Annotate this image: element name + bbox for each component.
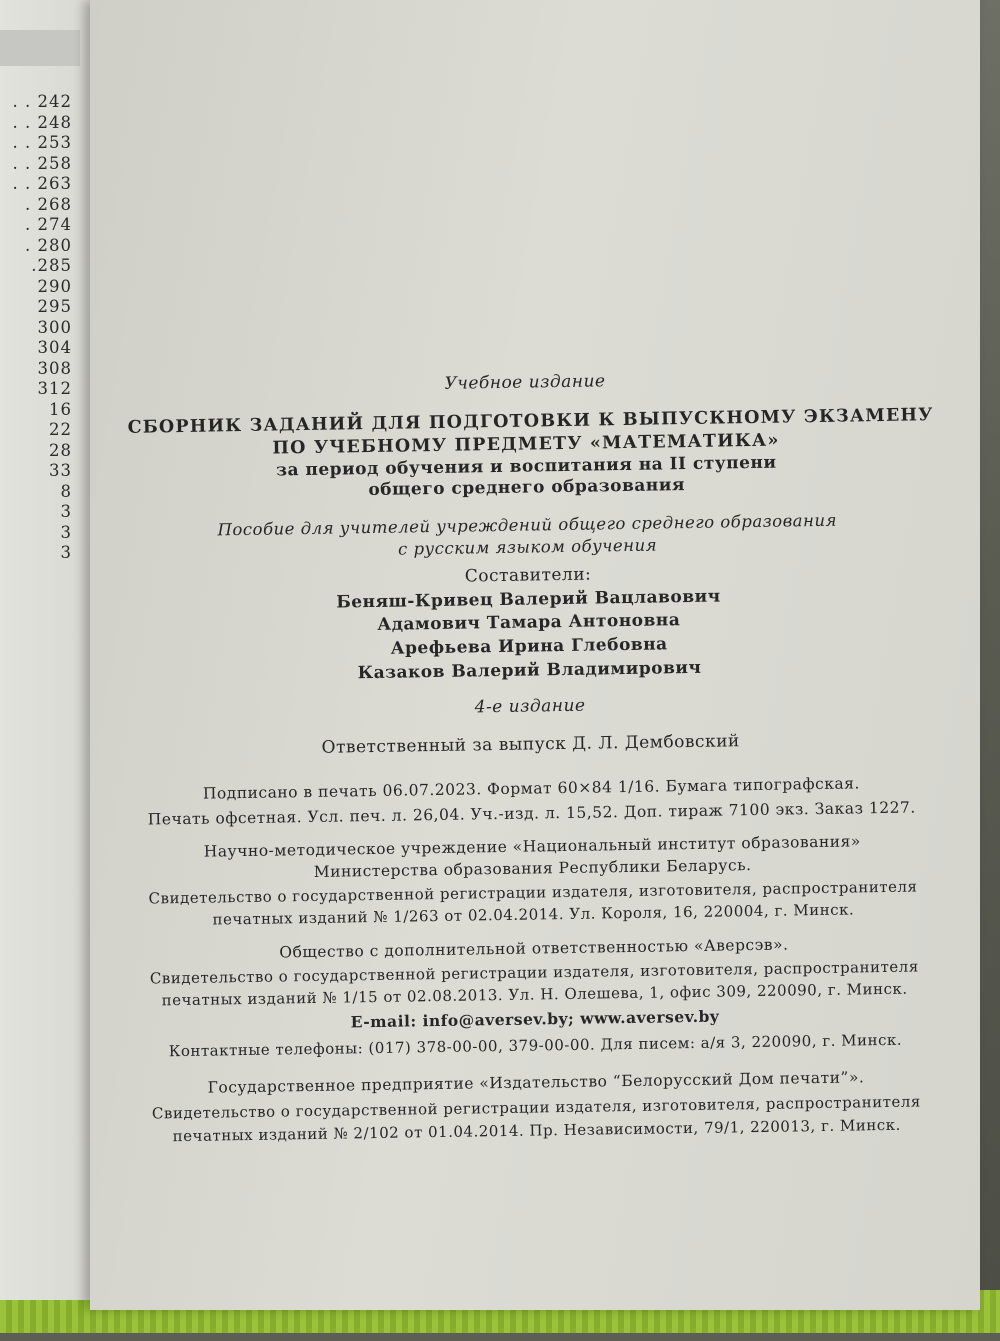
audience-line: с русским языком обучения [397, 535, 658, 559]
edition-number: 4-е издание [474, 695, 586, 718]
toc-page-number: 295 [37, 297, 72, 316]
toc-page-number: . . 253 [12, 133, 72, 152]
aversev-line: Свидетельство о государственной регистрации издателя, изготовителя, распространителя [149, 957, 919, 988]
toc-page-number: 3 [60, 502, 72, 521]
toc-page-number: . 268 [25, 194, 72, 214]
toc-page-number: 304 [37, 338, 72, 357]
print-info-line: Подписано в печать 06.07.2023. Формат 60×84 1/16. Бумага типографская. [202, 774, 861, 803]
compiler-name: Беняш-Кривец Валерий Вацлавович [336, 586, 721, 613]
institute-line: Научно-методическое учреждение «Национальный институт образования» [203, 832, 861, 861]
printing-house-line: Свидетельство о государственной регистрации издателя, изготовителя, распространителя [151, 1092, 921, 1123]
compiler-name: Адамович Тамара Антоновна [377, 610, 681, 635]
printing-house-line: Государственное предприятие «Издательство “Белорусский Дом печати”». [207, 1068, 865, 1097]
audience-line: Пособие для учителей учреждений общего среднего образования [217, 510, 838, 540]
toc-page-number: 16 [49, 399, 72, 419]
compilers-label: Составители: [464, 564, 592, 587]
toc-page-number: . 274 [25, 215, 72, 234]
edition-type: Учебное издание [444, 371, 606, 394]
toc-page-number: . . 242 [12, 92, 72, 111]
toc-page-number: 3 [60, 543, 72, 562]
compiler-name: Казаков Валерий Владимирович [357, 657, 702, 684]
toc-page-number: 8 [60, 481, 72, 501]
toc-page-number: 312 [37, 379, 72, 398]
institute-line: печатных изданий № 1/263 от 02.04.2014. Ул. Короля, 16, 220004, г. Минск. [212, 900, 855, 929]
aversev-line: печатных изданий № 1/15 от 02.08.2013. Ул. Н. Олешева, 1, офис 309, 220090, г. Минск. [161, 979, 908, 1010]
toc-page-number: 300 [37, 317, 72, 337]
aversev-contact-line: E-mail: info@aversev.by; www.aversev.by [350, 1006, 720, 1032]
toc-page-number: 308 [37, 358, 72, 378]
toc-page-number: 33 [49, 461, 72, 480]
toc-page-number: 28 [49, 440, 72, 460]
institute-line: Министерства образования Республики Беларусь. [313, 856, 752, 881]
book-title-line: за период обучения и воспитания на II ступени [275, 452, 777, 481]
responsible-editor: Ответственный за выпуск Д. Л. Дембовский [321, 731, 740, 758]
institute-line: Свидетельство о государственной регистрации издателя, изготовителя, распространителя [148, 877, 918, 908]
toc-page-number: 22 [49, 420, 72, 439]
book-title-line: общего среднего образования [368, 475, 686, 501]
toc-page-number: . . 248 [12, 112, 72, 132]
toc-page-number: . . 263 [12, 174, 72, 193]
toc-page-number: 3 [60, 522, 72, 542]
book-title-line: СБОРНИК ЗАДАНИЙ ДЛЯ ПОДГОТОВКИ К ВЫПУСКНОМУ ЭКЗАМЕНУ [127, 405, 934, 438]
print-info-line: Печать офсетная. Усл. печ. л. 26,04. Уч.-изд. л. 15,52. Доп. тираж 7100 экз. Заказ 1227. [147, 798, 916, 829]
aversev-line: Контактные телефоны: (017) 378-00-00, 379-00-00. Для писем: а/я 3, 220090, г. Минск. [168, 1030, 903, 1061]
printing-house-line: печатных изданий № 2/102 от 01.04.2014. Пр. Независимости, 79/1, 220013, г. Минск. [172, 1115, 901, 1146]
toc-page-number: .285 [31, 256, 72, 275]
aversev-line: Общество с дополнительной ответственностью «Аверсэв». [279, 935, 789, 962]
compiler-name: Арефьева Ирина Глебовна [390, 634, 668, 659]
toc-page-number: . 280 [25, 235, 72, 255]
book-title-line: ПО УЧЕБНОМУ ПРЕДМЕТУ «МАТЕМАТИКА» [272, 430, 780, 459]
toc-page-number: . . 258 [12, 153, 72, 173]
toc-page-number: 290 [37, 276, 72, 296]
